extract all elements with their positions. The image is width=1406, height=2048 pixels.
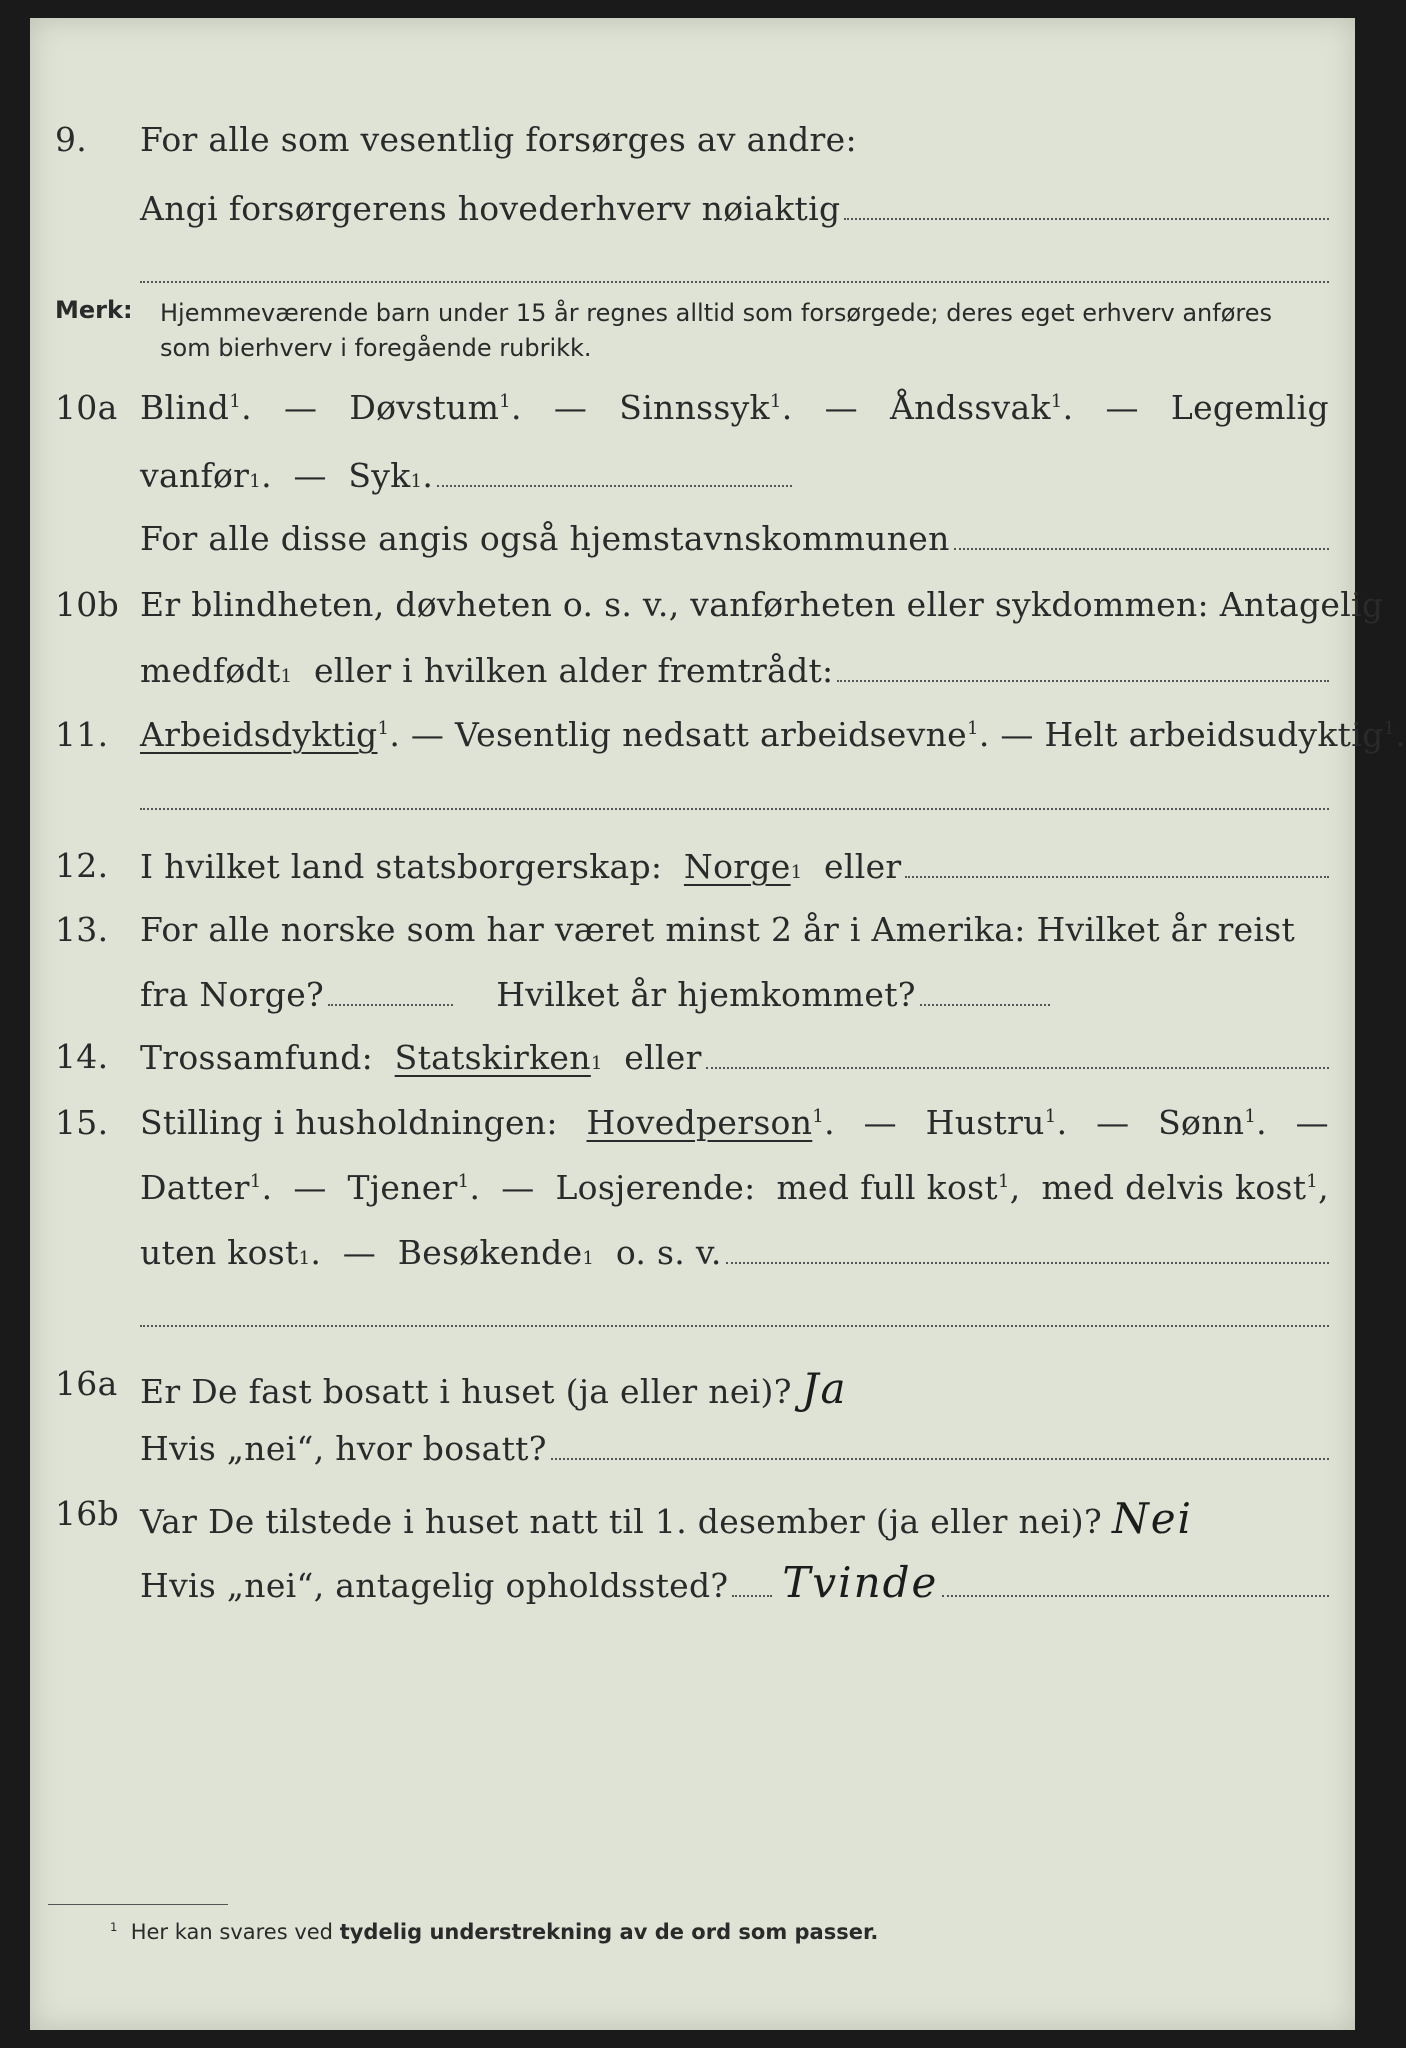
q12-norge[interactable]: Norge [683, 846, 791, 886]
q9-answer-field-2[interactable] [140, 281, 1329, 283]
q12-answer-field[interactable] [905, 846, 1329, 878]
footnote-bold: tydelig understrekning av de ord som passer. [339, 1920, 879, 1944]
q10a-sinnssyk[interactable]: Sinnssyk [619, 388, 770, 427]
q9-line1: For alle som vesentlig forsørges av andre: [140, 120, 857, 159]
q10a-blind[interactable]: Blind [140, 388, 230, 427]
q13-line1: For alle norske som har været minst 2 år i Amerika: Hvilket år reist [140, 910, 1296, 949]
q10b-medfodt[interactable]: medfødt [140, 650, 281, 690]
q10a-number: 10a [55, 388, 118, 427]
q10a-kommune-field[interactable] [954, 518, 1329, 550]
q12-number: 12. [55, 846, 109, 885]
q10a-syk-field[interactable] [437, 455, 792, 487]
q14-statskirken[interactable]: Statskirken [394, 1037, 591, 1077]
q15-tjener[interactable]: Tjener [347, 1168, 458, 1207]
q15-hovedperson[interactable]: Hovedperson [586, 1103, 813, 1142]
q10a-syk[interactable]: Syk [348, 455, 411, 495]
merk-label: Merk: [55, 296, 133, 324]
q11-arbeidsdyktig[interactable]: Arbeidsdyktig [140, 715, 378, 754]
q13-reist-label: fra Norge? [140, 974, 325, 1014]
q15-hustru[interactable]: Hustru [925, 1103, 1045, 1142]
q13-hjem-field[interactable] [920, 974, 1050, 1006]
q15-delvis-kost[interactable]: med delvis kost [1041, 1168, 1307, 1207]
q16a-number: 16a [55, 1364, 118, 1403]
q14-answer-field[interactable] [706, 1037, 1329, 1069]
q15-losjerende: Losjerende: [555, 1168, 756, 1207]
q16a-answer-handwritten[interactable]: Ja [801, 1364, 848, 1413]
q14-eller: eller [624, 1037, 702, 1077]
q10a-dovstum[interactable]: Døvstum [349, 388, 500, 427]
footnote [110, 1920, 878, 1944]
q15-answer-field-2[interactable] [140, 1325, 1329, 1327]
q11-udyktig[interactable]: Helt arbeidsudyktig [1044, 715, 1384, 754]
q16b-line1: Var De tilstede i huset natt til 1. desember (ja eller nei)? [140, 1502, 1102, 1541]
q16a-line1: Er De fast bosatt i huset (ja eller nei)? [140, 1372, 792, 1411]
q11-number: 11. [55, 715, 109, 754]
q10a-vanfor[interactable]: vanfør [140, 455, 250, 495]
q10b-number: 10b [55, 585, 120, 624]
q15-osv: o. s. v. [615, 1232, 722, 1272]
q14-number: 14. [55, 1037, 109, 1076]
q15-full-kost[interactable]: med full kost [776, 1168, 998, 1207]
q15-sonn[interactable]: Sønn [1158, 1103, 1245, 1142]
q16b-answer-handwritten[interactable]: Nei [1111, 1494, 1193, 1543]
q16b-line2: Hvis „nei“, antagelig opholdssted? [140, 1566, 729, 1605]
q9-number: 9. [55, 120, 88, 159]
merk-text: Hjemmeværende barn under 15 år regnes alltid som forsørgede; deres eget erhverv anføres som bierhverv i foregående rubrikk. [160, 299, 1273, 362]
q15-number: 15. [55, 1103, 109, 1142]
q10a-andssvak[interactable]: Åndssvak [889, 388, 1051, 427]
q13-reist-field[interactable] [328, 974, 453, 1006]
q10a-legemlig[interactable]: Legemlig [1170, 388, 1329, 427]
q12-text: I hvilket land statsborgerskap: [140, 846, 663, 886]
footnote-text: Her kan svares ved [130, 1920, 334, 1944]
q16a-line2: Hvis „nei“, hvor bosatt? [140, 1428, 547, 1468]
q15-datter[interactable]: Datter [140, 1168, 250, 1207]
q13-hjem-label: Hvilket år hjemkommet? [496, 974, 916, 1014]
q11-answer-field[interactable] [140, 808, 1329, 810]
q10b-answer-field[interactable] [837, 650, 1329, 682]
q16a-bosatt-field[interactable] [551, 1428, 1329, 1460]
q15-answer-field[interactable] [726, 1232, 1329, 1264]
footnote-mark: 1 [110, 1920, 118, 1934]
q16b-opholdssted-field[interactable] [942, 1565, 1329, 1597]
q10b-line1: Er blindheten, døvheten o. s. v., vanførheten eller sykdommen: Antagelig [140, 585, 1384, 624]
q11-nedsatt[interactable]: Vesentlig nedsatt arbeidsevne [455, 715, 967, 754]
footnote-divider [48, 1904, 228, 1905]
q16b-number: 16b [55, 1494, 120, 1533]
q13-number: 13. [55, 910, 109, 949]
q9-answer-field[interactable] [844, 188, 1329, 220]
q15-lead: Stilling i husholdningen: [140, 1103, 558, 1142]
q14-text: Trossamfund: [140, 1037, 374, 1077]
q12-eller: eller [824, 846, 902, 886]
q10a-line3: For alle disse angis også hjemstavnskommunen [140, 518, 950, 558]
q9-line2: Angi forsørgerens hovederhverv nøiaktig [140, 188, 841, 228]
q15-uten-kost[interactable]: uten kost [140, 1232, 299, 1272]
q16b-opholdssted-handwritten[interactable]: Tvinde [782, 1558, 939, 1607]
q15-besokende[interactable]: Besøkende [397, 1232, 583, 1272]
q10b-line2: eller i hvilken alder fremtrådt: [313, 650, 834, 690]
q16b-lead-dots [732, 1565, 772, 1597]
